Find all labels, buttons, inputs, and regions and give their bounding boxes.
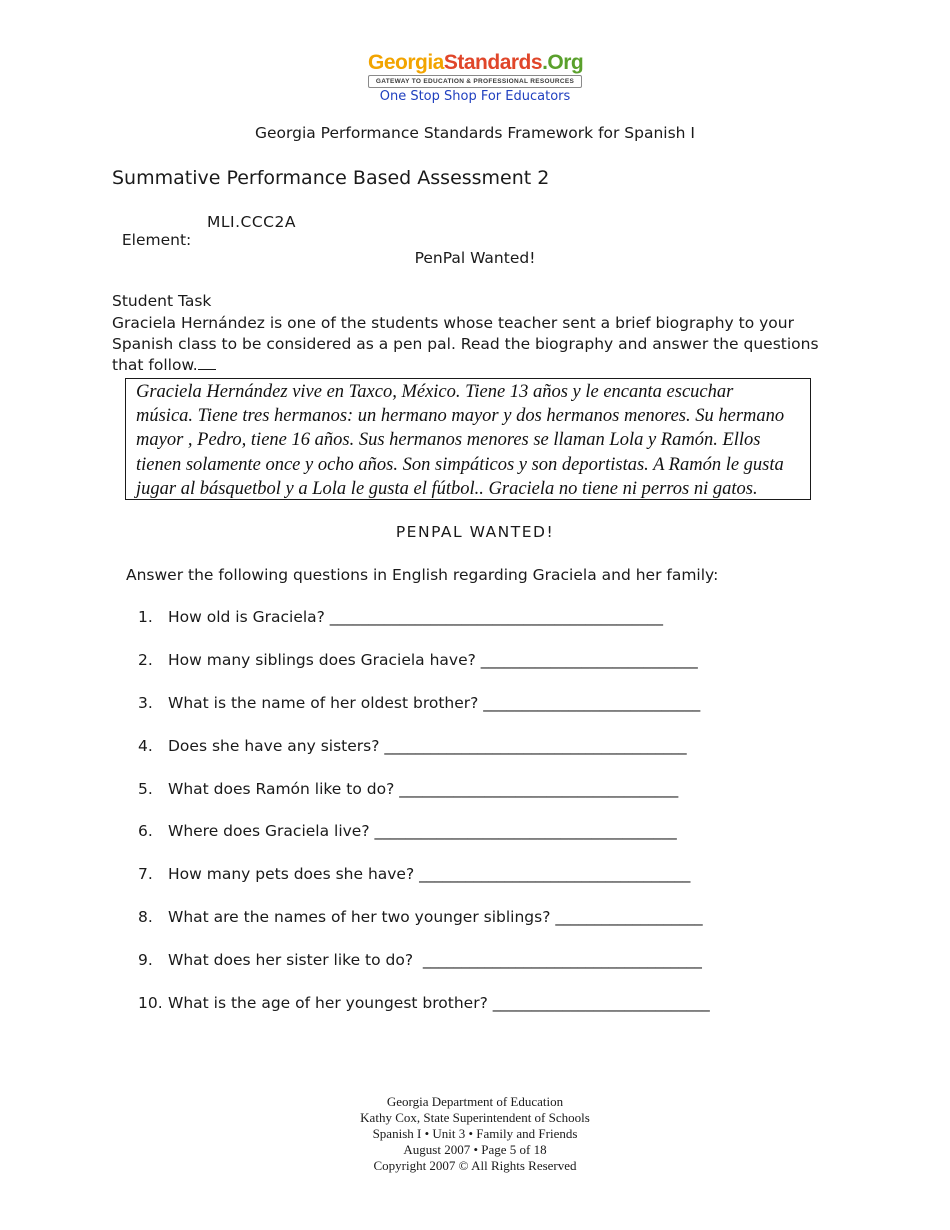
question-item: [138, 994, 838, 1037]
question-number: 3.: [138, 693, 153, 712]
assessment-title: Summative Performance Based Assessment 2: [112, 167, 550, 189]
question-item: [138, 694, 838, 737]
question-number: 2.: [138, 650, 153, 669]
question-item: [138, 737, 838, 780]
biography-line: tienen solamente once y ocho años. Son simpáticos y son deportistas. A Ramón le gusta: [136, 454, 784, 475]
answer-blank-line: [198, 357, 216, 370]
logo-tagline: GATEWAY TO EDUCATION & PROFESSIONAL RESOURCES: [368, 75, 582, 88]
question-text: What does her sister like to do? ____________________________________: [168, 951, 702, 970]
question-item: [138, 822, 838, 865]
question-item: [138, 865, 838, 908]
question-item: [138, 780, 838, 823]
question-number: 1.: [138, 608, 153, 626]
question-item: [138, 951, 838, 994]
logo-word-standards: Standards: [443, 51, 543, 74]
georgiastandards-logo: [368, 50, 582, 92]
question-text: Where does Graciela live? _______________________________________: [168, 822, 677, 841]
questions-heading: PENPAL WANTED!: [395, 523, 555, 541]
page-footer: [275, 1094, 675, 1174]
question-text: What are the names of her two younger siblings? ___________________: [168, 908, 703, 927]
element-code: MLI.CCC2A: [207, 213, 296, 231]
biography-line: Graciela Hernández vive en Taxco, México. Tiene 13 años y le encanta escuchar: [136, 382, 734, 402]
question-text: What is the name of her oldest brother? ____________________________: [168, 693, 701, 712]
activity-title: PenPal Wanted!: [414, 249, 536, 267]
footer-line: Georgia Department of Education: [386, 1094, 564, 1109]
question-number: 4.: [138, 736, 153, 755]
question-text: How many siblings does Graciela have? ____________________________: [168, 650, 698, 669]
question-number: 7.: [138, 865, 153, 884]
biography-line: mayor , Pedro, tiene 16 años. Sus hermanos menores se llaman Lola y Ramón. Ellos: [136, 430, 761, 451]
student-task-description: [112, 313, 832, 376]
footer-line: Copyright 2007 © All Rights Reserved: [373, 1158, 577, 1173]
question-item: [138, 608, 838, 651]
question-number: 5.: [138, 779, 153, 798]
footer-line: Kathy Cox, State Superintendent of Schools: [360, 1110, 590, 1125]
footer-line: Spanish I • Unit 3 • Family and Friends: [372, 1126, 578, 1141]
question-number: 6.: [138, 822, 153, 841]
student-task-heading: Student Task: [112, 292, 212, 310]
question-text: How many pets does she have? ___________________________________: [168, 865, 691, 884]
footer-line: August 2007 • Page 5 of 18: [403, 1142, 547, 1157]
question-item: [138, 908, 838, 951]
question-number: 8.: [138, 908, 153, 927]
question-text: How old is Graciela? ___________________________________________: [168, 608, 664, 626]
framework-title: Georgia Performance Standards Framework for Spanish I: [254, 124, 696, 142]
task-description-text: Graciela Hernández is one of the students whose teacher sent a brief biography to your Spanish class to be considered as a pen pal. Read the biography and answer the questions that follow.: [112, 314, 819, 374]
biography-box: [125, 378, 811, 500]
questions-instructions: Answer the following questions in English regarding Graciela and her family:: [126, 566, 719, 584]
question-text: Does she have any sisters? _______________________________________: [168, 736, 687, 755]
question-text: What does Ramón like to do? ____________________________________: [168, 779, 679, 798]
question-item: [138, 651, 838, 694]
biography-line: jugar al básquetbol y a Lola le gusta el fútbol.. Graciela no tiene ni perros ni gatos.: [136, 478, 758, 499]
question-number: 10.: [138, 994, 163, 1013]
element-label: Element:: [121, 231, 192, 249]
logo-wordmark: [368, 50, 582, 76]
biography-line: música. Tiene tres hermanos: un hermano mayor y dos hermanos menores. Su hermano: [136, 406, 785, 427]
question-text: What is the age of her youngest brother? ____________________________: [168, 994, 710, 1013]
logo-slogan: One Stop Shop For Educators: [379, 89, 571, 104]
logo-word-org: .Org: [542, 51, 584, 74]
question-list: [138, 608, 838, 1037]
logo-word-georgia: Georgia: [368, 51, 444, 74]
question-number: 9.: [138, 951, 153, 970]
